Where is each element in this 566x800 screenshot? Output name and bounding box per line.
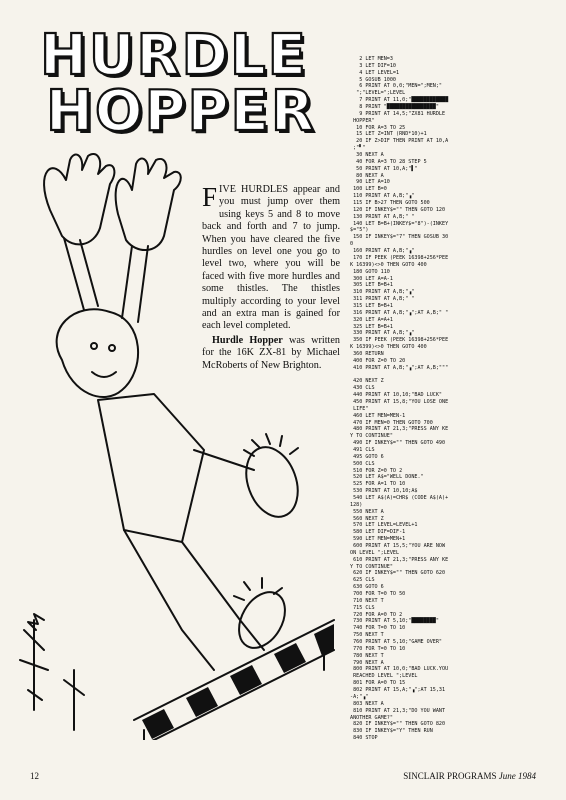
intro-paragraph-1: IVE HURDLES appear and you must jump over them using keys 5 and 8 to move back and forth and 7 to jump. When you have cleared the five hurdles on level one you go to level two, where you will be faced with five more hurdles and some thistles. The thistles multiply according to your level and an extra man is gained for each level completed. [202,184,340,332]
program-name: Hurdle Hopper [212,334,283,346]
title-line-1: HURDLE [40,23,308,88]
issue-date: June 1984 [498,771,536,781]
intro-text [202,184,340,372]
page-number: 12 [30,771,39,781]
intro-paragraph-2: was written for the 16K ZX-81 by Michael McRoberts of New Brighton. [202,334,340,371]
drop-cap: F [202,182,218,212]
title-line-2: HOPPER [46,79,316,144]
magazine-name: SINCLAIR PROGRAMS [403,771,497,781]
magazine-footer [403,771,536,781]
basic-program-listing: 2 LET MEN=3 3 LET DIF=10 4 LET LEVEL=1 5 GOSUB 1000 6 PRINT AT 0,0;"MEN=";MEN;" ";"LEVEL=";LEVEL 7 PRINT AT 11,0;"████████████ 8 PRINT "████████████████" 9 PRINT AT 14,5;"ZX81 HURDLE HOPPER" 10 FOR A=3 TO 25 15 LET Z=INT (RND*10)+1 20 IF Z>DIF THEN PRINT AT 10,A ;"▘" 30 NEXT A 40 FOR A=3 TO 28 STEP 5 50 PRINT AT 10,A;"▌" 80 NEXT A 90 LET A=10 100 LET B=0 110 PRINT AT A,B;"▗" 115 IF B>27 THEN GOTO 500 120 IF INKEY$="" THEN GOTO 120 130 PRINT AT A,B;" " 140 LET B=B+(INKEY$="8")-(INKEY $="5") 150 IF INKEY$="7" THEN GOSUB 30 0 160 PRINT AT A,B;"▗" 170 IF PEEK (PEEK 16398+256*PEE K 16399)<>0 THEN GOTO 400 180 GOTO 110 300 LET A=A-1 305 LET B=B+1 310 PRINT AT A,B;"▗" 311 PRINT AT A,B;" " 315 LET B=B+1 316 PRINT AT A,B;"▗";AT A,B;" " 320 LET A=A+1 325 LET B=B+1 330 PRINT AT A,B;"▗" 350 IF PEEK (PEEK 16398+256*PEE K 16399)<>0 THEN GOTO 400 360 RETURN 400 FOR Z=0 TO 20 410 PRINT AT A,B;"▗";AT A,B;""" 420 NEXT Z 430 CLS 440 PRINT AT 10,10;"BAD LUCK" 450 PRINT AT 15,8;"YOU LOSE ONE LIFE" 460 LET MEN=MEN-1 470 IF MEN=0 THEN GOTO 700 480 PRINT AT 21,3;"PRESS ANY KE Y TO CONTINUE" 490 IF INKEY$="" THEN GOTO 490 491 CLS 495 GOTO 6 500 CLS 510 FOR Z=0 TO 2 520 LET A$="WELL DONE." 525 FOR A=1 TO 10 530 PRINT AT 10,10;A$ 540 LET A$(A)=CHR$ (CODE A$(A)+ 128) 550 NEXT A 560 NEXT Z 570 LET LEVEL=LEVEL+1 580 LET DIF=DIF-1 590 LET MEN=MEN+1 600 PRINT AT 15,5;"YOU ARE NOW ON LEVEL ";LEVEL 610 PRINT AT 21,3;"PRESS ANY KE Y TO CONTINUE" 620 IF INKEY$="" THEN GOTO 620 625 CLS 630 GOTO 6 700 FOR T=0 TO 50 710 NEXT T 715 CLS 720 FOR A=0 TO 2 730 PRINT AT 5,10;"████████" 740 FOR T=0 TO 10 750 NEXT T 760 PRINT AT 5,10;"GAME OVER" 770 FOR T=0 TO 10 780 NEXT T 790 NEXT A 800 PRINT AT 10,0;"BAD LUCK.YOU REACHED LEVEL ";LEVEL 801 FOR A=0 TO 15 802 PRINT AT 15,A;"▗";AT 15,31 -A;"▗" 803 NEXT A 810 PRINT AT 21,3;"DO YOU WANT ANOTHER GAME?" 820 IF INKEY$="" THEN GOTO 820 830 IF INKEY$="Y" THEN RUN 840 STOP [350,56,449,742]
